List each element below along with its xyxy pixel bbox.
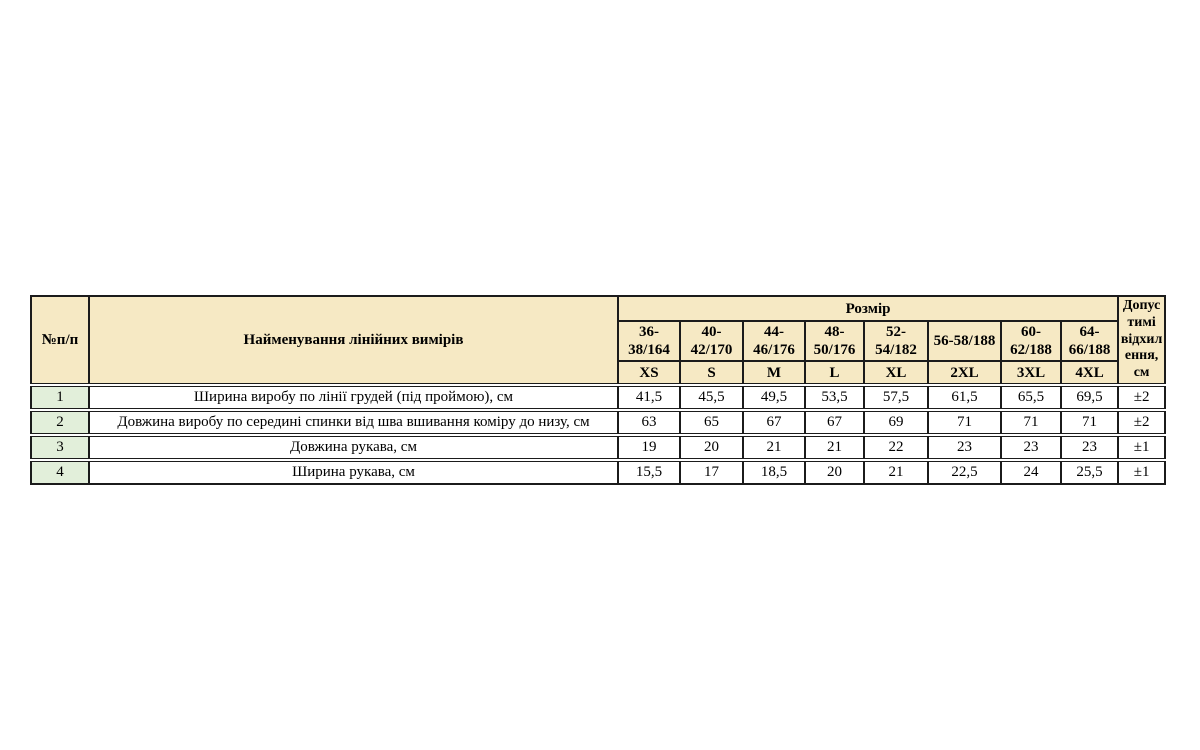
value-cell: 71 — [1001, 410, 1061, 435]
value-cell: 65,5 — [1001, 385, 1061, 410]
value-cell: 15,5 — [618, 460, 680, 484]
value-cell: 65 — [680, 410, 743, 435]
size-range-header: 44-46/176 — [743, 321, 805, 361]
value-cell: 18,5 — [743, 460, 805, 484]
measurement-name-cell: Довжина виробу по середині спинки від шва вшивання коміру до низу, см — [89, 410, 618, 435]
size-letter-header: 4XL — [1061, 361, 1118, 385]
header-measurement-name: Найменування лінійних вимірів — [89, 296, 618, 385]
value-cell: 71 — [1061, 410, 1118, 435]
value-cell: 21 — [743, 435, 805, 460]
row-number-cell: 4 — [31, 460, 89, 484]
size-range-header: 40-42/170 — [680, 321, 743, 361]
size-range-header: 48-50/176 — [805, 321, 864, 361]
value-cell: 23 — [1061, 435, 1118, 460]
value-cell: 49,5 — [743, 385, 805, 410]
size-letter-header: L — [805, 361, 864, 385]
size-letter-header: 2XL — [928, 361, 1001, 385]
size-letter-header: 3XL — [1001, 361, 1061, 385]
value-cell: 25,5 — [1061, 460, 1118, 484]
size-range-header: 60-62/188 — [1001, 321, 1061, 361]
value-cell: 67 — [743, 410, 805, 435]
value-cell: 23 — [1001, 435, 1061, 460]
tolerance-cell: ±2 — [1118, 410, 1165, 435]
table-row — [31, 385, 1165, 410]
value-cell: 20 — [680, 435, 743, 460]
size-letter-header: M — [743, 361, 805, 385]
tolerance-cell: ±2 — [1118, 385, 1165, 410]
row-number-cell: 1 — [31, 385, 89, 410]
measurement-name-cell: Ширина виробу по лінії грудей (під проймою), см — [89, 385, 618, 410]
size-range-header: 56-58/188 — [928, 321, 1001, 361]
value-cell: 20 — [805, 460, 864, 484]
value-cell: 57,5 — [864, 385, 928, 410]
value-cell: 21 — [864, 460, 928, 484]
header-size-group: Розмір — [618, 296, 1118, 321]
value-cell: 22 — [864, 435, 928, 460]
measurement-name-cell: Ширина рукава, см — [89, 460, 618, 484]
value-cell: 63 — [618, 410, 680, 435]
size-range-header: 36-38/164 — [618, 321, 680, 361]
size-letter-header: XL — [864, 361, 928, 385]
value-cell: 21 — [805, 435, 864, 460]
value-cell: 17 — [680, 460, 743, 484]
size-letter-header: XS — [618, 361, 680, 385]
row-number-cell: 2 — [31, 410, 89, 435]
value-cell: 23 — [928, 435, 1001, 460]
value-cell: 71 — [928, 410, 1001, 435]
size-range-header: 52-54/182 — [864, 321, 928, 361]
value-cell: 22,5 — [928, 460, 1001, 484]
measurement-name-cell: Довжина рукава, см — [89, 435, 618, 460]
tolerance-cell: ±1 — [1118, 435, 1165, 460]
header-tolerance: Допустимі відхилення, см — [1118, 296, 1165, 385]
table-row — [31, 410, 1165, 435]
value-cell: 67 — [805, 410, 864, 435]
table-row — [31, 435, 1165, 460]
size-chart-table — [30, 295, 1166, 485]
size-letter-header: S — [680, 361, 743, 385]
value-cell: 69,5 — [1061, 385, 1118, 410]
value-cell: 24 — [1001, 460, 1061, 484]
table-row — [31, 460, 1165, 484]
value-cell: 61,5 — [928, 385, 1001, 410]
value-cell: 19 — [618, 435, 680, 460]
value-cell: 69 — [864, 410, 928, 435]
row-number-cell: 3 — [31, 435, 89, 460]
value-cell: 53,5 — [805, 385, 864, 410]
size-chart-container — [30, 295, 1166, 485]
value-cell: 41,5 — [618, 385, 680, 410]
tolerance-cell: ±1 — [1118, 460, 1165, 484]
value-cell: 45,5 — [680, 385, 743, 410]
size-range-header: 64-66/188 — [1061, 321, 1118, 361]
header-row-number: №п/п — [31, 296, 89, 385]
